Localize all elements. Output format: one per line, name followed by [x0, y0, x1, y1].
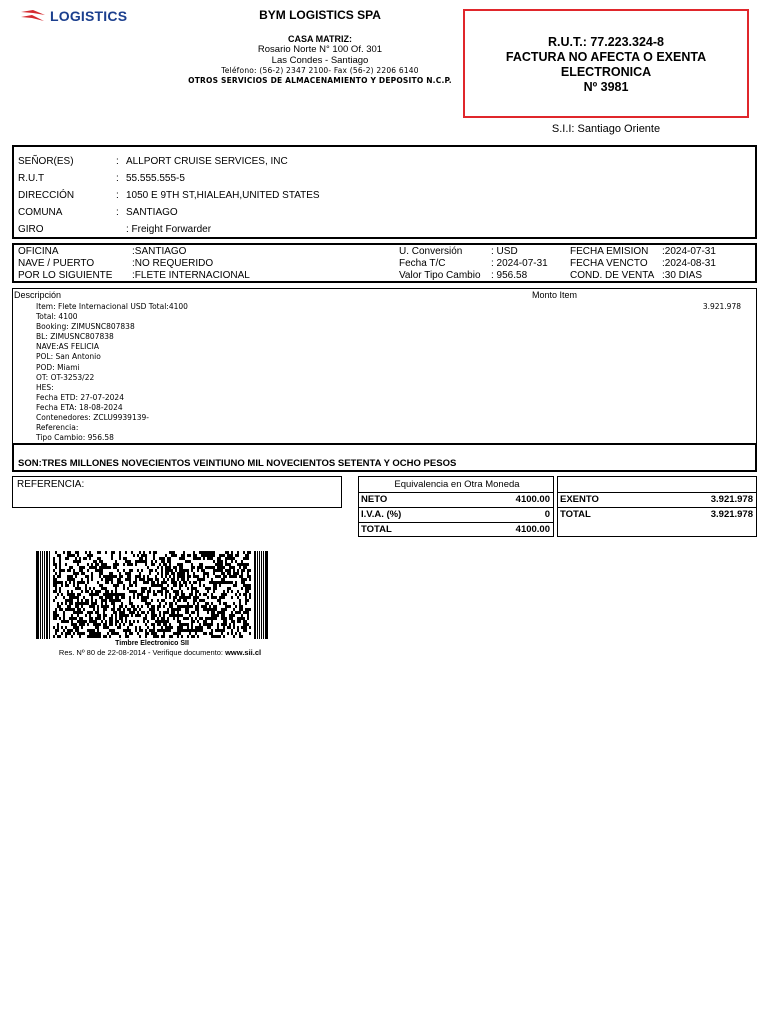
iva-value: 0 [544, 509, 550, 520]
description-line: HES: [36, 382, 54, 392]
description-line: Total: 4100 [36, 312, 78, 322]
description-line: Referencia: [36, 423, 79, 433]
logo-text: LOGISTICS [50, 8, 128, 24]
nave-value: :NO REQUERIDO [132, 258, 214, 269]
client-sep: : [116, 156, 119, 167]
description-line: Fecha ETD: 27-07-2024 [36, 392, 124, 402]
exento-row [558, 492, 756, 508]
client-sep [116, 221, 126, 238]
client-row [18, 170, 320, 187]
fecha-vencto-value: :2024-08-31 [662, 258, 716, 269]
company-activity: OTROS SERVICIOS DE ALMACENAMIENTO Y DEPOSITO N.C.P. [188, 76, 452, 85]
company-header [180, 8, 460, 86]
invoice-id-box [463, 9, 749, 118]
description-section [12, 288, 757, 444]
referencia-label: REFERENCIA: [17, 479, 85, 490]
client-row [18, 221, 320, 238]
client-value: 1050 E 9TH ST,HIALEAH,UNITED STATES [126, 190, 320, 201]
invoice-number: Nº 3981 [583, 80, 629, 94]
foreign-total-value: 4100.00 [515, 524, 550, 535]
cond-venta-value: :30 DIAS [662, 270, 703, 281]
fecha-vencto-label: FECHA VENCTO [570, 258, 648, 269]
client-sep: : [116, 207, 119, 218]
company-address-2: Las Condes - Santiago [271, 55, 369, 66]
fecha-emision-label: FECHA EMISION [570, 246, 649, 257]
total-label: TOTAL [560, 509, 591, 520]
client-value: : Freight Forwarder [126, 224, 212, 235]
company-phone: Teléfono: (56-2) 2347 2100- Fax (56-2) 2206 6140 [221, 66, 419, 75]
client-sep: : [116, 173, 119, 184]
description-line: OT: OT-3253/22 [36, 372, 95, 382]
description-line: POL: San Antonio [36, 352, 101, 362]
neto-value: 4100.00 [515, 494, 550, 505]
company-name: BYM LOGISTICS SPA [259, 8, 381, 22]
sii-site: www.sii.cl [225, 648, 262, 657]
description-line: Booking: ZIMUSNC807838 [36, 322, 135, 332]
issuer-rut: R.U.T.: 77.223.324-8 [547, 35, 665, 49]
conversion-value: : USD [491, 246, 518, 257]
invoice-type-line-1: FACTURA NO AFECTA O EXENTA [505, 50, 707, 64]
description-lines [36, 302, 188, 443]
equivalence-title: Equivalencia en Otra Moneda [394, 479, 520, 490]
fecha-emision-value: :2024-07-31 [662, 246, 716, 257]
sii-office: S.I.I: Santiago Oriente [551, 123, 661, 135]
description-line: Tipo Cambio: 956.58 [36, 433, 114, 443]
description-line: Fecha ETA: 18-08-2024 [36, 402, 123, 412]
client-row [18, 153, 320, 170]
neto-label: NETO [361, 494, 388, 505]
por-lo-siguiente-value: :FLETE INTERNACIONAL [132, 270, 250, 281]
exento-label: EXENTO [560, 494, 599, 505]
item-amount: 3.921.978 [702, 302, 741, 311]
total-value: 3.921.978 [710, 509, 753, 520]
company-address-1: Rosario Norte N° 100 Of. 301 [257, 44, 383, 55]
cond-venta-label: COND. DE VENTA [570, 270, 655, 281]
resolution-note [10, 648, 310, 657]
oficina-label: OFICINA [18, 246, 59, 257]
description-line: Contenedores: ZCLU9939139- [36, 413, 149, 423]
amount-header: Monto Item [532, 290, 578, 300]
por-lo-siguiente-label: POR LO SIGUIENTE [18, 270, 113, 281]
iva-label: I.V.A. (%) [361, 509, 402, 520]
description-line: Item: Flete Internacional USD Total:4100 [36, 302, 188, 311]
client-label: GIRO [18, 224, 44, 235]
exento-value: 3.921.978 [710, 494, 753, 505]
client-label: SEÑOR(ES) [18, 156, 74, 167]
description-line: BL: ZIMUSNC807838 [36, 332, 114, 342]
invoice-totals [557, 476, 757, 537]
foreign-currency-totals [358, 476, 554, 537]
foreign-total-label: TOTAL [361, 524, 392, 535]
description-line: NAVE:AS FELICIA [36, 342, 99, 352]
timbre-label: Timbre Electronico SII [115, 640, 189, 647]
invoice-type-line-2: ELECTRONICA [560, 65, 652, 79]
neto-row [359, 492, 553, 508]
client-sep: : [116, 190, 119, 201]
valor-tipo-cambio-label: Valor Tipo Cambio [399, 270, 481, 281]
client-row [18, 187, 320, 204]
description-line: POD: Miami [36, 362, 80, 372]
fecha-tc-label: Fecha T/C [399, 258, 446, 269]
client-row [18, 204, 320, 221]
client-label: COMUNA [18, 207, 63, 218]
nave-label: NAVE / PUERTO [18, 258, 95, 269]
amount-in-words: SON:TRES MILLONES NOVECIENTOS VEINTIUNO MIL NOVECIENTOS SETENTA Y OCHO PESOS [12, 443, 757, 472]
client-value: 55.555.555-5 [126, 173, 185, 184]
resolution-text: Res. Nº 80 de 22-08-2014 - Verifique documento: [58, 648, 226, 657]
client-label: DIRECCIÓN [18, 190, 75, 201]
client-value: ALLPORT CRUISE SERVICES, INC [126, 156, 288, 167]
client-value: SANTIAGO [126, 207, 178, 218]
referencia-box [12, 476, 342, 508]
pdf417-barcode-icon [36, 551, 268, 639]
logo-mark-icon [20, 9, 46, 23]
fecha-tc-value: : 2024-07-31 [491, 258, 548, 269]
oficina-value: :SANTIAGO [132, 246, 187, 257]
client-table [18, 153, 320, 238]
total-row [558, 507, 756, 523]
description-header: Descripción [14, 290, 62, 300]
conversion-label: U. Conversión [399, 246, 463, 257]
invoice-info-box [12, 243, 757, 283]
iva-row [359, 507, 553, 523]
client-box [12, 145, 757, 239]
casa-matriz-label: CASA MATRIZ: [288, 34, 352, 44]
valor-tipo-cambio-value: : 956.58 [491, 270, 528, 281]
client-label: R.U.T [18, 173, 45, 184]
company-logo [20, 8, 127, 24]
foreign-total-row [359, 522, 553, 538]
